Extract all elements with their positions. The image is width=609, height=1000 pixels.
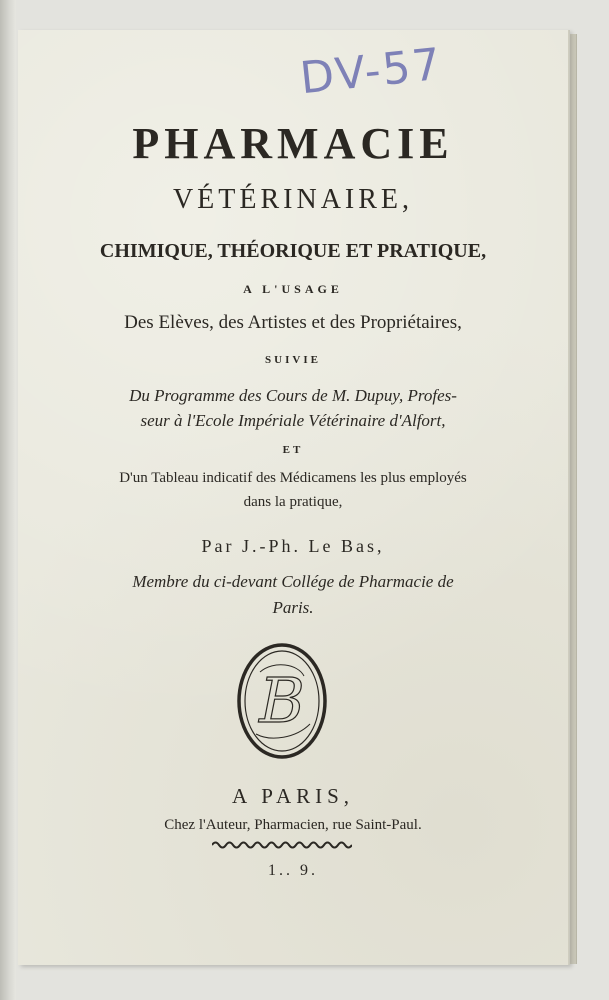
et-line: ET — [282, 444, 304, 456]
tableau-line-1: D'un Tableau indicatif des Médicamens les plus employés — [119, 470, 467, 486]
usage-line: A L'USAGE — [243, 282, 343, 296]
binding-edge — [0, 0, 16, 1000]
program-line-1: Du Programme des Cours de M. Dupuy, Profes- — [129, 386, 457, 405]
suivie-line: SUIVIE — [265, 354, 321, 366]
shelfmark-annotation: DV-57 — [297, 38, 445, 105]
ornament-rule-icon — [212, 840, 352, 850]
monogram-seal-icon — [236, 642, 328, 760]
seal-monogram: B — [259, 664, 305, 737]
city-line: A PARIS, — [231, 784, 355, 808]
tableau-line-2: dans la pratique, — [243, 494, 343, 510]
program-line-2: seur à l'Ecole Impériale Vétérinaire d'Alfort, — [140, 411, 446, 430]
member-line-1: Membre du ci-devant Collége de Pharmacie de — [132, 572, 454, 591]
member-line-2: Paris. — [272, 598, 314, 617]
author-line: Par J.-Ph. Le Bas, — [201, 536, 385, 556]
publisher-line: Chez l'Auteur, Pharmacien, rue Saint-Paul. — [164, 817, 422, 833]
title-sub: VÉTÉRINAIRE, — [172, 184, 414, 215]
year-line: 1.. 9. — [268, 862, 318, 879]
title-main: PHARMACIE — [132, 119, 454, 168]
audience-line: Des Elèves, des Artistes et des Propriétaires, — [124, 312, 462, 333]
subtitle-line: CHIMIQUE, THÉORIQUE ET PRATIQUE, — [99, 240, 487, 262]
